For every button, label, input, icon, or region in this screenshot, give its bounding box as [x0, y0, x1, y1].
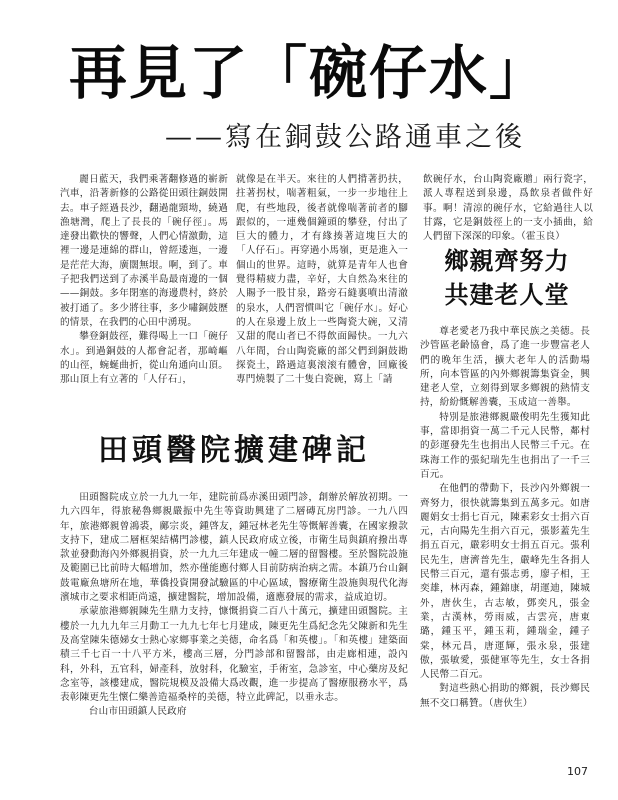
paragraph: 飲碗仔水，台山陶瓷廠贈」兩行瓷字，派人專程送到泉邊，爲飲泉者做件好事。啊！清涼的碗仔水，它給過往人以甘露，它是銅鼓徑上的一支小插曲，給人們留下深深的印象。（霍玉良）: [423, 174, 593, 243]
article-1-column-2: [236, 173, 408, 387]
article-2-body: [420, 325, 590, 711]
subtitle: ——寫在銅鼓公路通車之後: [165, 122, 525, 153]
heading-line: 共建老人堂: [444, 281, 570, 309]
page-number: 107: [567, 765, 588, 778]
paragraph: 攀登銅鼓徑，難得喝上一口「碗仔水」。到過銅鼓的人都會記者，那崎嶇的山徑，蜿蜒曲折，從山角通向山頂。那山頂上有立著的「人仔石」，: [60, 331, 228, 386]
paragraph: 田頭醫院成立於一九九一年，建院前爲赤溪田頭門診，創辦於解放初期。一九六四年，得旅秘魯鄉親嚴振中先生等資助興建了二層磚瓦房門診。一九八四年，旅港鄉親曾鴻裘，鄺宗炎，鍾啓友，鍾冠林老先生等慨解善囊，在國家撥款支持下，建成二層框架結構門診樓，鎮人民政府成立後，市衛生局與鎮府撥出專款並發動海內外鄉親捐資，於一九九三年建成一幢二層的留醫樓。至於醫院設施及範圍已比前時大幅增加，然亦僅能應付鄉人目前防病治病之需。本鎮乃台山銅鼓電廠魚塘所在地，華僑投資開發試驗區的中心區域，醫療衛生設施與現代化海濱城市之要求相距尚遠，擴建醫院，增加設備，適應發展的需求，益成迫切。: [60, 492, 408, 604]
paragraph: 在他們的帶動下，長沙內外鄉親一齊努力，很快就籌集到五萬多元。如唐麗娟女士捐七百元，陳素彩女士捐六百元，古向陽先生捐六百元，張影蓋先生捐五百元，嚴彩明女士捐五百元。張利民先生，唐濟普先生，嚴峰先生各捐人民幣三百元，還有張志勇，廖子相，王奕雄，林丙森，鍾錦康，胡運迪，陳城外，唐伙生，古志敏，鄧奕凡，張金業，古漢林，勞雨威，古雲亮，唐東璐，鍾玉平，鍾玉莉，鍾瑞金，鍾子棠，林元昌，唐運輝，張永泉，張建傲，張敏愛，張健軍等先生，女士各捐人民幣二百元。: [420, 483, 590, 681]
paragraph: 就像是在半天。來往的人們揹著扔扶，拄著拐杖，喘著粗氣，一步一步地往上爬，有些地段，後者就像喘著前者的腳跟似的，一連幾個鐘頭的攀登，付出了巨大的體力，才有緣揍著這塊巨大的「人仔石」。再穿過小馬嶺，更是進入一個山的世界。這時，就算是青年人也會覺得精疲力盡，辛好，大自然為來往的人賜予一股甘泉，路旁石縫裏噴出清澈的泉水，人們習慣叫它「碗仔水」。好心的人在泉邊上放上一些陶瓷大碗，又清又甜的爬山者已不得飲面歸快。一九六八年間，台山陶瓷廠的部父們到銅鼓勘探瓷土，路過這裏滚滚有體會，回廠後專門燒製了二十隻白瓷碗，寫上「請: [236, 174, 408, 386]
paragraph: 麗日藍天，我們乘著翻修過的嶄新汽車，沿著新修的公路從田頭往銅鼓開去。車子經過長沙，翻過龍頸坳，繞過漁塘灣，爬上了長長的「碗仔徑」。馬達發出歡快的響聲，人們心情激動，這裡一邊是連綿的群山，曾經逶迤，一邊是茫茫大海，廣闊無垠。啊，到了。車子把我們送到了赤溪半島最南邊的一個——銅鼓。多年閉塞的海邊農村，終於被打通了。多少將往事，多少嘯銅鼓歷的情景，在我們的心田中湧現。: [60, 174, 228, 328]
paragraph: 承蒙旅港鄉親陳先生鼎力支持，慷慨捐資二百八十萬元，擴建田頭醫院。主樓於一九九九年三月動工一九九七年七月建成，陳更先生爲紀念先父陳新和先生及高堂陳朱德娣女士熱心家鄉事業之美德，命名爲「和英樓」。「和英樓」建築面積三千七百一十八平方米，樓高三層，分門診部和留醫部，由走廊相連，設內科，外科，五官科，婦產科，放射科，化驗室，手術室，急診室，中心藥房及紀念室等，該樓建成，醫院規模及設備大爲改觀，進一步提高了醫療服務水平，爲表彰陳更先生懷仁樂善造福桑梓的美德，特立此碑記，以垂永志。: [60, 606, 408, 704]
paragraph: 尊老愛老乃我中華民族之美德。長沙管區老齡協會，爲了進一步豐富老人們的晚年生活，擴大老年人的活動場所，向本管區的內外鄉親籌集資金，興建老人堂，立刻得到眾多鄉親的熱情支持，紛紛慨解善囊，玉成這一善舉。: [420, 326, 590, 409]
signature: 台山市田頭鎮人民政府: [88, 706, 187, 718]
main-title: 再見了「碗仔水」: [68, 39, 549, 107]
heading-line: 鄉親齊努力: [444, 247, 570, 275]
article-3-heading: 田頭醫院擴建碑記: [98, 433, 370, 468]
article-3-body: [60, 491, 408, 720]
paragraph: 特別是旅港鄉親嚴俊明先生獲知此事，當即捐資一萬二千元人民幣，鄰村的彭運發先生也捐出人民幣三千元。在珠海工作的張紀瑞先生也捐出了一千三百元。: [420, 411, 590, 480]
article-1-column-3: [423, 173, 593, 244]
paragraph: 對這些熱心捐助的鄉親，長沙鄉民無不交口稱贊。（唐伙生）: [420, 683, 590, 709]
article-2-heading: [422, 244, 592, 312]
article-1-column-1: [60, 173, 228, 387]
